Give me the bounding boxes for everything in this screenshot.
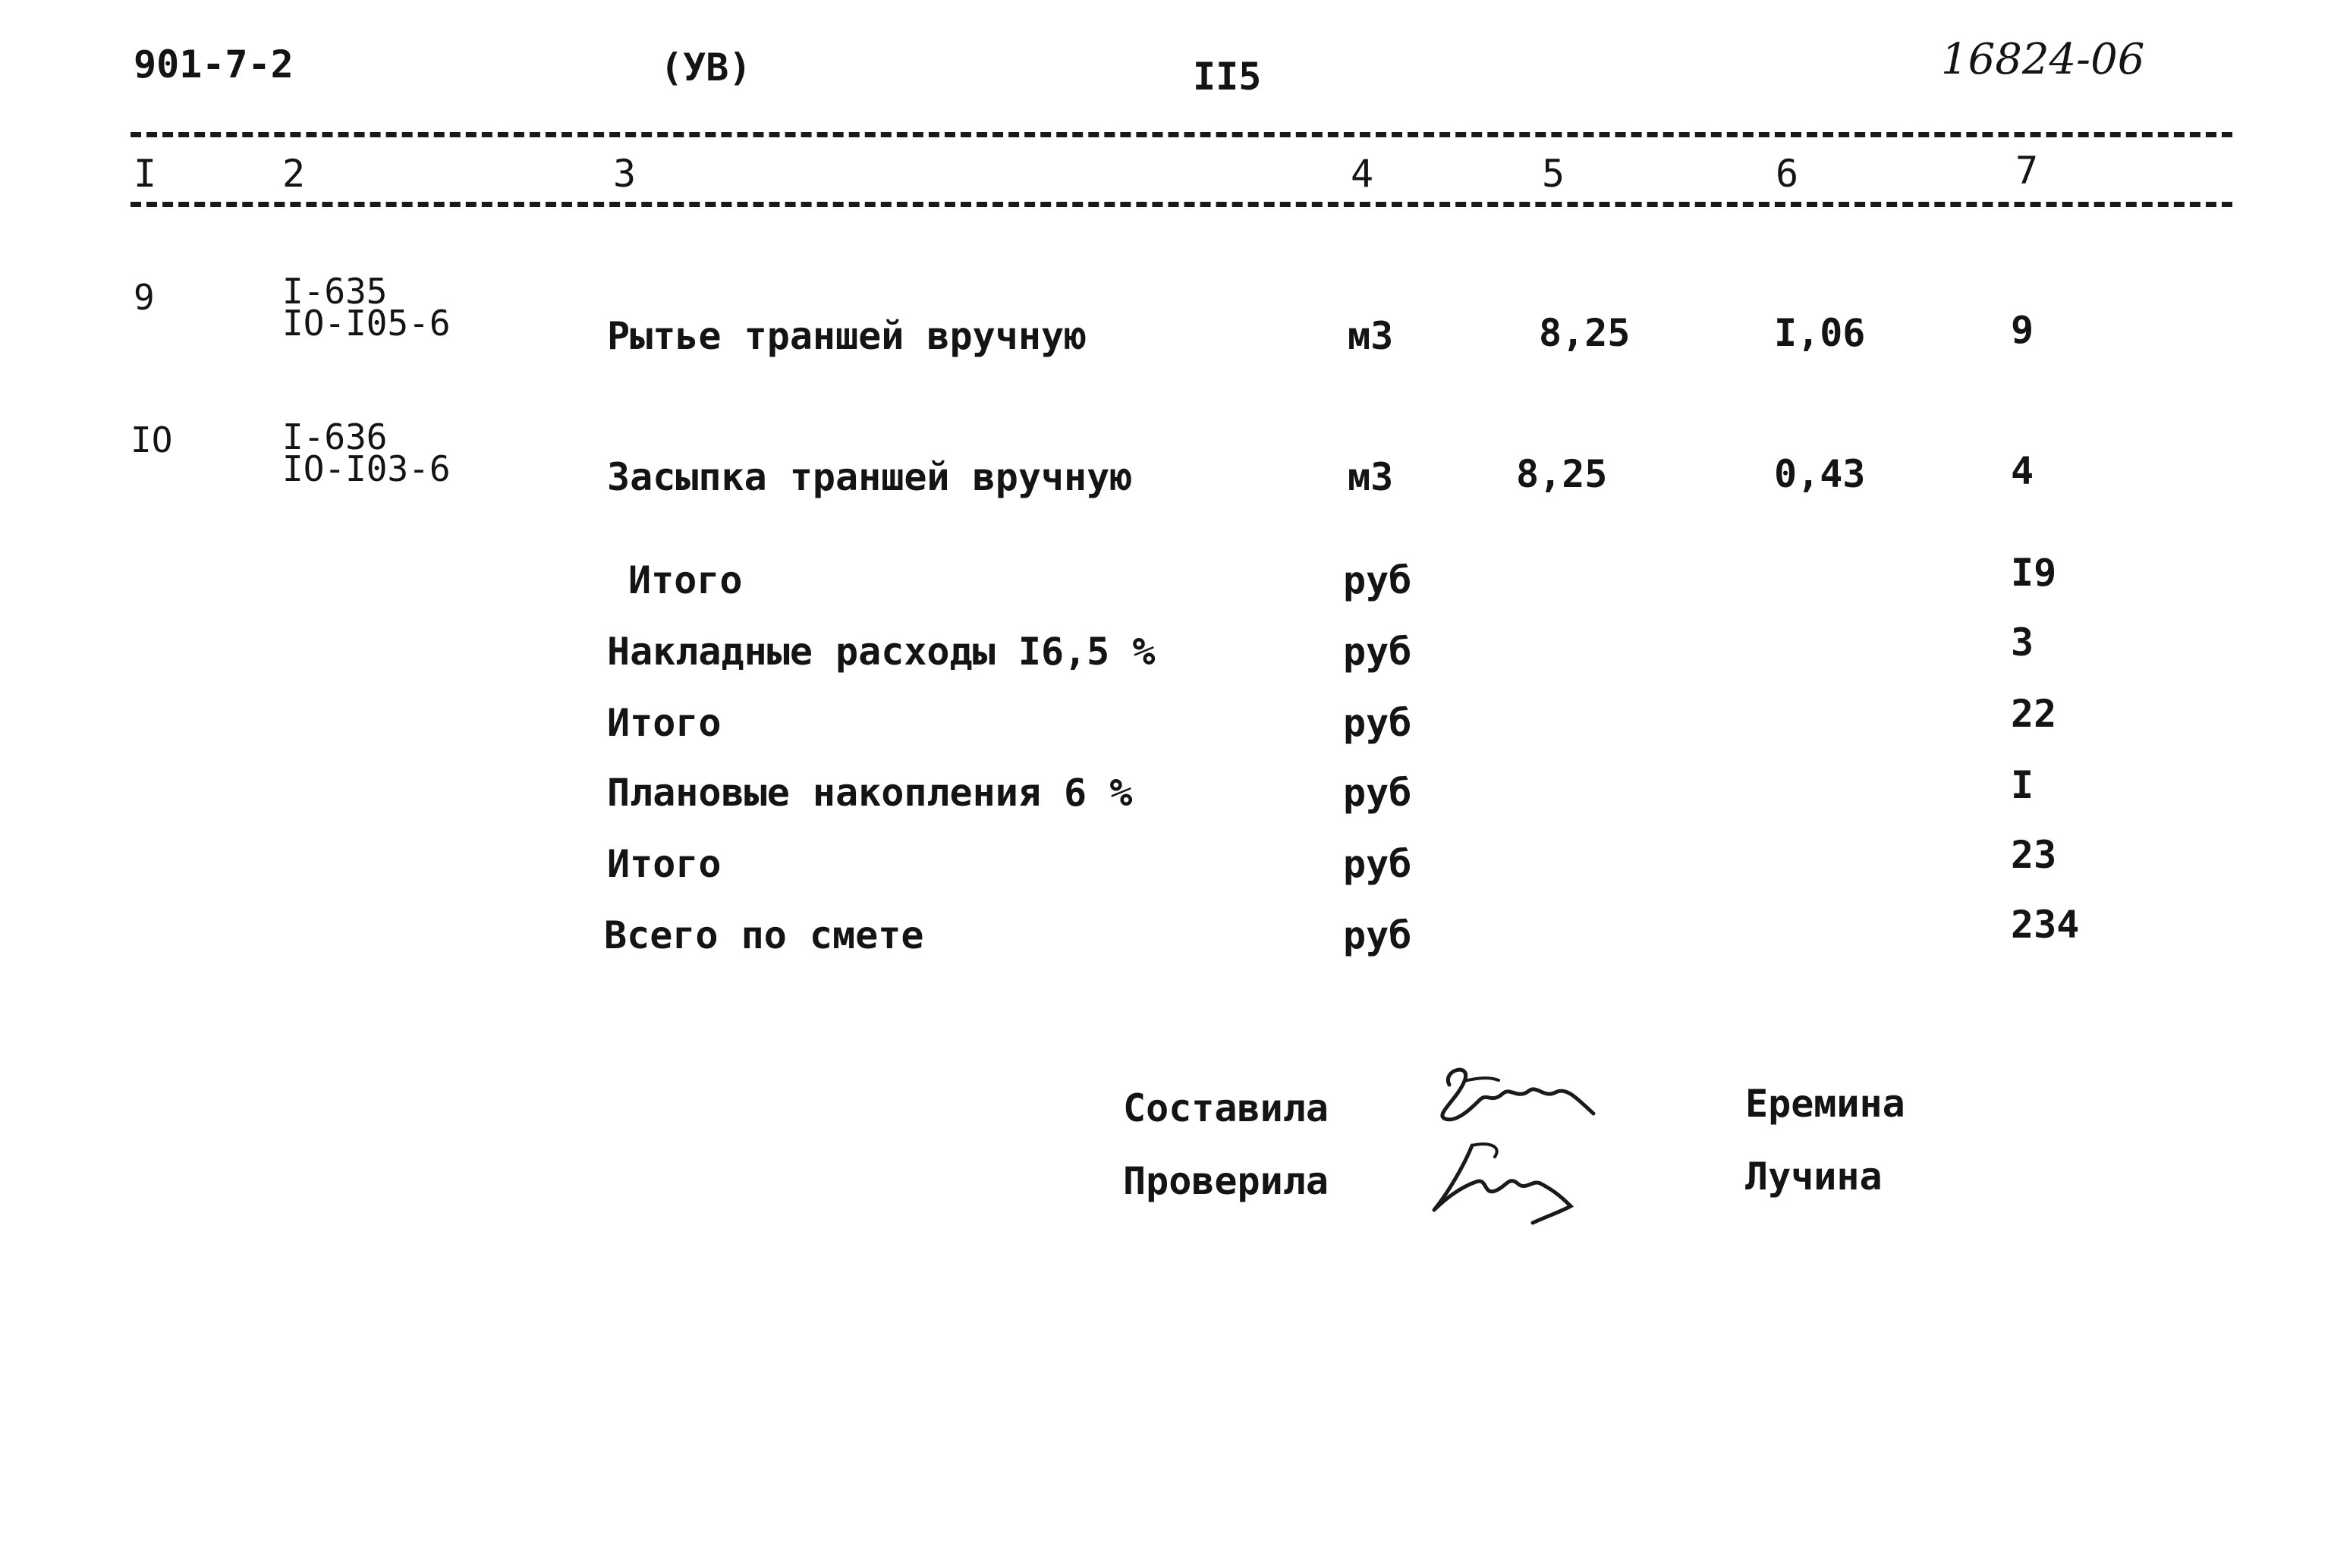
column-number-5: 5 xyxy=(1542,152,1565,196)
summary-label: Итого xyxy=(607,842,722,886)
unit: м3 xyxy=(1348,455,1394,499)
summary-unit: руб xyxy=(1343,842,1412,886)
summary-label: Итого xyxy=(607,701,722,745)
rate-code-line-1: I-636 xyxy=(282,416,388,457)
unit: м3 xyxy=(1348,314,1394,358)
table-top-rule xyxy=(131,132,2232,137)
column-number-3: 3 xyxy=(613,152,637,196)
checked-signature-icon xyxy=(1419,1123,1616,1229)
column-number-2: 2 xyxy=(282,152,306,196)
summary-total: 234 xyxy=(2011,903,2080,947)
summary-unit: руб xyxy=(1343,558,1412,602)
work-description: Рытье траншей вручную xyxy=(607,314,1087,358)
rate-code-line-1: I-635 xyxy=(282,271,388,312)
section-mark: (УВ) xyxy=(660,46,752,90)
table-header-rule xyxy=(131,202,2232,207)
summary-label: Всего по смете xyxy=(604,913,924,957)
checked-by-label: Проверила xyxy=(1123,1159,1329,1203)
summary-label: Итого xyxy=(628,558,743,602)
column-number-6: 6 xyxy=(1776,152,1799,196)
summary-total: I xyxy=(2011,763,2034,807)
page-number: II5 xyxy=(1193,55,1262,99)
row-number: 9 xyxy=(134,277,155,318)
summary-unit: руб xyxy=(1343,701,1412,745)
work-description: Засыпка траншей вручную xyxy=(607,455,1133,499)
unit-price: I,06 xyxy=(1774,311,1866,355)
summary-unit: руб xyxy=(1343,630,1412,674)
quantity: 8,25 xyxy=(1539,311,1631,355)
rate-code-line-2: IO-I03-6 xyxy=(282,448,451,489)
unit-price: 0,43 xyxy=(1774,452,1866,496)
column-number-4: 4 xyxy=(1351,152,1374,196)
summary-unit: руб xyxy=(1343,771,1412,815)
document-number: 16824-06 xyxy=(1941,35,2145,84)
summary-label: Плановые накопления 6 % xyxy=(607,771,1133,815)
compiled-by-name: Еремина xyxy=(1745,1082,1905,1126)
row-total: 4 xyxy=(2011,449,2034,493)
summary-total: I9 xyxy=(2011,551,2057,595)
summary-total: 22 xyxy=(2011,692,2057,736)
row-number: IO xyxy=(131,419,173,460)
row-total: 9 xyxy=(2011,308,2034,352)
column-number-7: 7 xyxy=(2015,149,2039,193)
compiled-by-label: Составила xyxy=(1123,1086,1329,1130)
summary-total: 23 xyxy=(2011,833,2057,877)
project-code: 901-7-2 xyxy=(134,42,294,86)
checked-by-name: Лучина xyxy=(1745,1155,1883,1199)
quantity: 8,25 xyxy=(1516,452,1608,496)
summary-label: Накладные расходы I6,5 % xyxy=(607,630,1156,674)
summary-unit: руб xyxy=(1343,913,1412,957)
rate-code-line-2: IO-I05-6 xyxy=(282,303,451,344)
column-number-1: I xyxy=(134,152,157,196)
summary-total: 3 xyxy=(2011,621,2034,665)
